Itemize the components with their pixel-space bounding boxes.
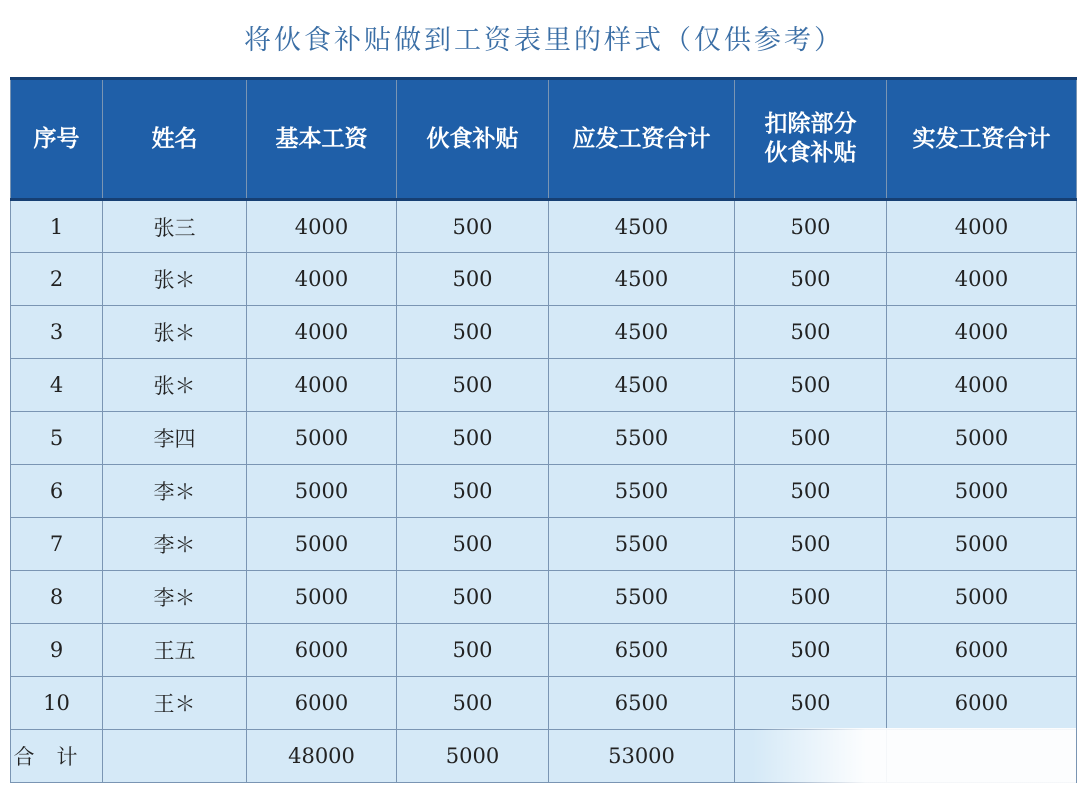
header-seq: 序号	[11, 79, 103, 200]
header-deduction	[735, 79, 887, 200]
cell-net-total: 4000	[887, 359, 1077, 412]
table-row	[11, 359, 1077, 412]
cell-meal-allowance: 500	[397, 571, 549, 624]
cell-name: 张＊	[103, 359, 247, 412]
cell-name: 张三	[103, 200, 247, 253]
header-gross-total: 应发工资合计	[549, 79, 735, 200]
header-meal-allowance: 伙食补贴	[397, 79, 549, 200]
cell-base-salary: 5000	[247, 571, 397, 624]
cell-name: 王五	[103, 624, 247, 677]
header-name: 姓名	[103, 79, 247, 200]
cell-base-salary: 5000	[247, 518, 397, 571]
cell-seq: 6	[11, 465, 103, 518]
total-name	[103, 730, 247, 783]
cell-seq: 7	[11, 518, 103, 571]
page-title: 将伙食补贴做到工资表里的样式（仅供参考）	[244, 25, 844, 56]
cell-base-salary: 5000	[247, 412, 397, 465]
cell-net-total: 5000	[887, 571, 1077, 624]
cell-base-salary: 4000	[247, 359, 397, 412]
cell-meal-allowance: 500	[397, 412, 549, 465]
cell-deduction: 500	[735, 412, 887, 465]
header-base-salary: 基本工资	[247, 79, 397, 200]
table-row	[11, 465, 1077, 518]
total-net	[887, 730, 1077, 783]
cell-name: 李＊	[103, 518, 247, 571]
cell-meal-allowance: 500	[397, 359, 549, 412]
cell-net-total: 5000	[887, 518, 1077, 571]
cell-base-salary: 6000	[247, 624, 397, 677]
cell-gross-total: 4500	[549, 253, 735, 306]
cell-deduction: 500	[735, 465, 887, 518]
table-body	[11, 200, 1077, 783]
cell-deduction: 500	[735, 571, 887, 624]
header-net-total: 实发工资合计	[887, 79, 1077, 200]
cell-net-total: 6000	[887, 624, 1077, 677]
cell-seq: 5	[11, 412, 103, 465]
cell-name: 张＊	[103, 253, 247, 306]
total-row	[11, 730, 1077, 783]
total-base-salary: 48000	[247, 730, 397, 783]
total-label: 合计	[11, 730, 103, 783]
cell-meal-allowance: 500	[397, 465, 549, 518]
cell-net-total: 6000	[887, 677, 1077, 730]
salary-table	[10, 77, 1077, 783]
cell-name: 王＊	[103, 677, 247, 730]
total-meal-allowance: 5000	[397, 730, 549, 783]
cell-gross-total: 4500	[549, 200, 735, 253]
header-deduction-line1: 扣除部分	[764, 111, 857, 137]
table-row	[11, 571, 1077, 624]
cell-net-total: 5000	[887, 412, 1077, 465]
cell-net-total: 5000	[887, 465, 1077, 518]
cell-deduction: 500	[735, 306, 887, 359]
cell-name: 李四	[103, 412, 247, 465]
cell-gross-total: 6500	[549, 624, 735, 677]
cell-net-total: 4000	[887, 306, 1077, 359]
cell-seq: 3	[11, 306, 103, 359]
cell-deduction: 500	[735, 359, 887, 412]
cell-seq: 4	[11, 359, 103, 412]
cell-name: 李＊	[103, 571, 247, 624]
table-row	[11, 200, 1077, 253]
cell-gross-total: 5500	[549, 465, 735, 518]
table-row	[11, 253, 1077, 306]
cell-name: 张＊	[103, 306, 247, 359]
cell-gross-total: 5500	[549, 518, 735, 571]
cell-gross-total: 5500	[549, 412, 735, 465]
cell-deduction: 500	[735, 677, 887, 730]
table-row	[11, 677, 1077, 730]
cell-gross-total: 4500	[549, 359, 735, 412]
cell-meal-allowance: 500	[397, 253, 549, 306]
cell-gross-total: 6500	[549, 677, 735, 730]
cell-seq: 2	[11, 253, 103, 306]
cell-name: 李＊	[103, 465, 247, 518]
cell-seq: 8	[11, 571, 103, 624]
cell-base-salary: 4000	[247, 200, 397, 253]
cell-gross-total: 5500	[549, 571, 735, 624]
cell-net-total: 4000	[887, 253, 1077, 306]
table-header	[11, 79, 1077, 200]
cell-base-salary: 4000	[247, 306, 397, 359]
cell-deduction: 500	[735, 518, 887, 571]
cell-seq: 9	[11, 624, 103, 677]
table-row	[11, 412, 1077, 465]
cell-meal-allowance: 500	[397, 624, 549, 677]
cell-net-total: 4000	[887, 200, 1077, 253]
cell-deduction: 500	[735, 624, 887, 677]
cell-seq: 1	[11, 200, 103, 253]
total-deduction	[735, 730, 887, 783]
cell-base-salary: 5000	[247, 465, 397, 518]
header-deduction-line2: 伙食补贴	[764, 140, 857, 166]
cell-base-salary: 4000	[247, 253, 397, 306]
header-row	[11, 79, 1077, 200]
cell-deduction: 500	[735, 200, 887, 253]
cell-meal-allowance: 500	[397, 200, 549, 253]
cell-gross-total: 4500	[549, 306, 735, 359]
total-gross: 53000	[549, 730, 735, 783]
cell-meal-allowance: 500	[397, 518, 549, 571]
cell-seq: 10	[11, 677, 103, 730]
table-row	[11, 624, 1077, 677]
cell-base-salary: 6000	[247, 677, 397, 730]
cell-meal-allowance: 500	[397, 306, 549, 359]
cell-meal-allowance: 500	[397, 677, 549, 730]
table-row	[11, 518, 1077, 571]
table-row	[11, 306, 1077, 359]
cell-deduction: 500	[735, 253, 887, 306]
